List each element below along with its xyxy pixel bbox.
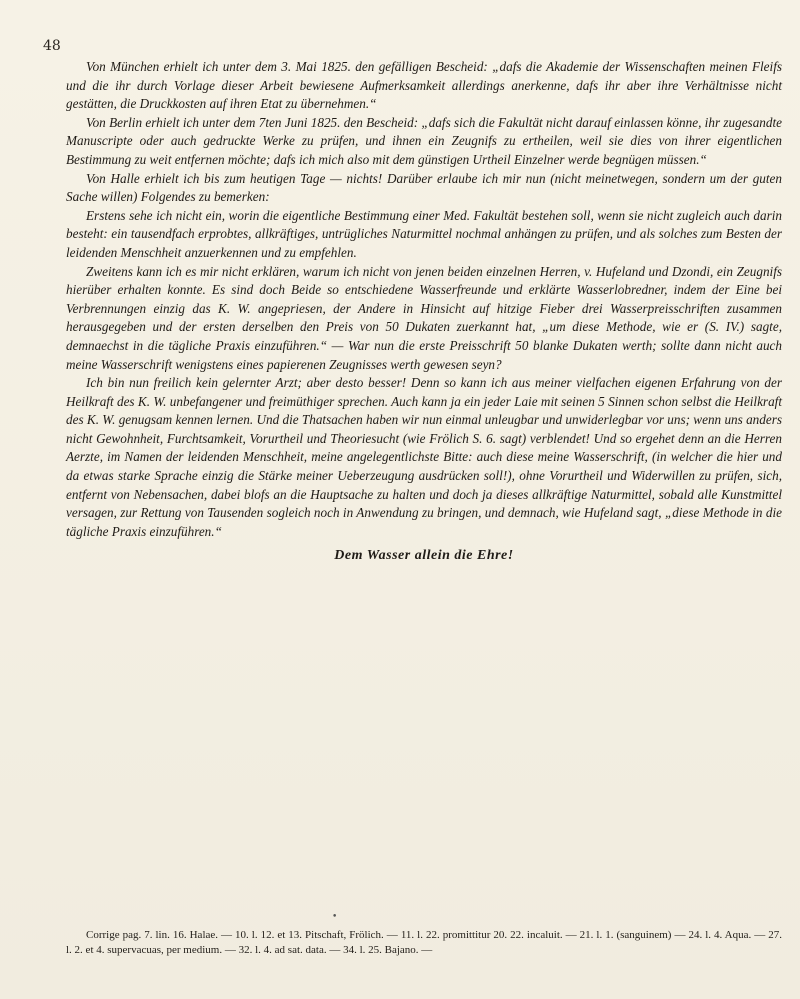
paragraph-halle: Von Halle erhielt ich bis zum heutigen Tage — nichts! Darüber erlaube ich mir nun (nicht meinetwegen, sondern um der guten Sache willen) Folgendes zu bemerken: <box>66 170 782 205</box>
paragraph-laie: Ich bin nun freilich kein gelernter Arzt; aber desto besser! Denn so kann ich aus meiner vielfachen eigenen Erfahrung von der Heilkraft des K. W. unbefangener und freimüthiger sprechen. Auch kann ja ein jeder Laie mit seinen 5 Sinnen schon selbst die Heilkraft des K. W. genugsam kennen lernen. Und die Thatsachen haben wir nun einmal unleugbar und unwiderlegbar vor uns; wenn uns anders nicht Gewohnheit, Furchtsamkeit, Vorurtheil und Theoriesucht (wie Frölich S. 6. sagt) verblendet! Und so ergehet denn an die Herren Aerzte, im Namen der leidenden Menschheit, meine angelegentlichste Bitte: auch diese meine Wasserschrift, (in welcher die hier und da etwas starke Sprache einzig die Stärke meiner Ueberzeugung ausdrücken soll!), ohne Vorurtheil und Widerwillen zu prüfen, sich, entfernt von Nebensachen, dabei blofs an die Hauptsache zu halten und doch ja dieses allkräftige Naturmittel, sobald alle Kunstmittel versagen, zur Rettung von Tausenden sogleich noch in Anwendung zu bringen, und demnach, wie Hufeland sagt, „diese Methode in die tägliche Praxis einzuführen.“ <box>66 375 782 539</box>
paragraph-munich: Von München erhielt ich unter dem 3. Mai 1825. den gefälligen Bescheid: „dafs die Akademie der Wissenschaften meinen Fleifs und die ihr durch Vorlage dieser Arbeit bewiesene Aufmerksamkeit allerdings anerkenne, dafs ihr aber ihre Verhältnisse nicht gestätten, die Druckkosten auf ihren Etat zu übernehmen.“ <box>66 59 782 112</box>
closing-motto: Dem Wasser allein die Ehre! <box>334 548 514 564</box>
divider-mark: • <box>332 912 338 922</box>
body-text <box>66 58 782 566</box>
paragraph-berlin: Von Berlin erhielt ich unter dem 7ten Juni 1825. den Bescheid: „dafs sich die Fakultät nicht darauf einlassen könne, ihr zugesandte Manuscripte oder auch gedruckte Werke zu prüfen, und ihnen ein Zeugnifs zu ertheilen, weil sie dies von ihrer eigentlichen Bestimmung zu weit entfernen möchte; dafs ich mich also mit dem günstigen Urtheil Einzelner werde begnügen müssen.“ <box>66 114 782 167</box>
paragraph-zweitens: Zweitens kann ich es mir nicht erklären, warum ich nicht von jenen beiden einzelnen Herren, v. Hufeland und Dzondi, ein Zeugnifs hierüber erhalten konnte. Es sind doch Beide so entschiedene Wasserfreunde und erklärte Wasserlobredner, indem der Eine bei Verbrennungen einzig das K. W. angepriesen, der Andere in Hinsicht auf hitzige Fieber drei Wasserpreisschriften zusammen herausgegeben und der ersten derselben den Preis von 50 Dukaten zuerkannt hat, „um diese Methode, wie er (S. IV.) sagte, demnaechst in die tägliche Praxis einzuführen.“ — War nun die erste Preisschrift 50 blanke Dukaten werth; sollte dann nicht auch meine Wasserschrift wenigstens eines papierenen Zeugnisses werth gewesen seyn? <box>66 263 782 372</box>
corrige-text: Corrige pag. 7. lin. 16. Halae. — 10. l. 12. et 13. Pitschaft, Frölich. — 11. l. 22. promittitur 20. 22. incaluit. — 21. l. 1. (sanguinem) — 24. l. 4. Aqua. — 27. l. 2. et 4. supervacuas, per medium. — 32. l. 4. ad sat. data. — 34. l. 25. Bajano. — <box>66 929 782 956</box>
paragraph-erstens: Erstens sehe ich nicht ein, worin die eigentliche Bestimmung einer Med. Fakultät bestehen soll, wenn sie nicht zugleich auch darin besteht: ein tausendfach erprobtes, allkräftiges, untrügliches Naturmittel nochmal anhängen zu prüfen, und als solches zum Besten der leidenden Menschheit anzuerkennen und zu empfehlen. <box>66 207 782 260</box>
page-number: 48 <box>43 38 61 54</box>
corrige-errata <box>66 928 782 958</box>
